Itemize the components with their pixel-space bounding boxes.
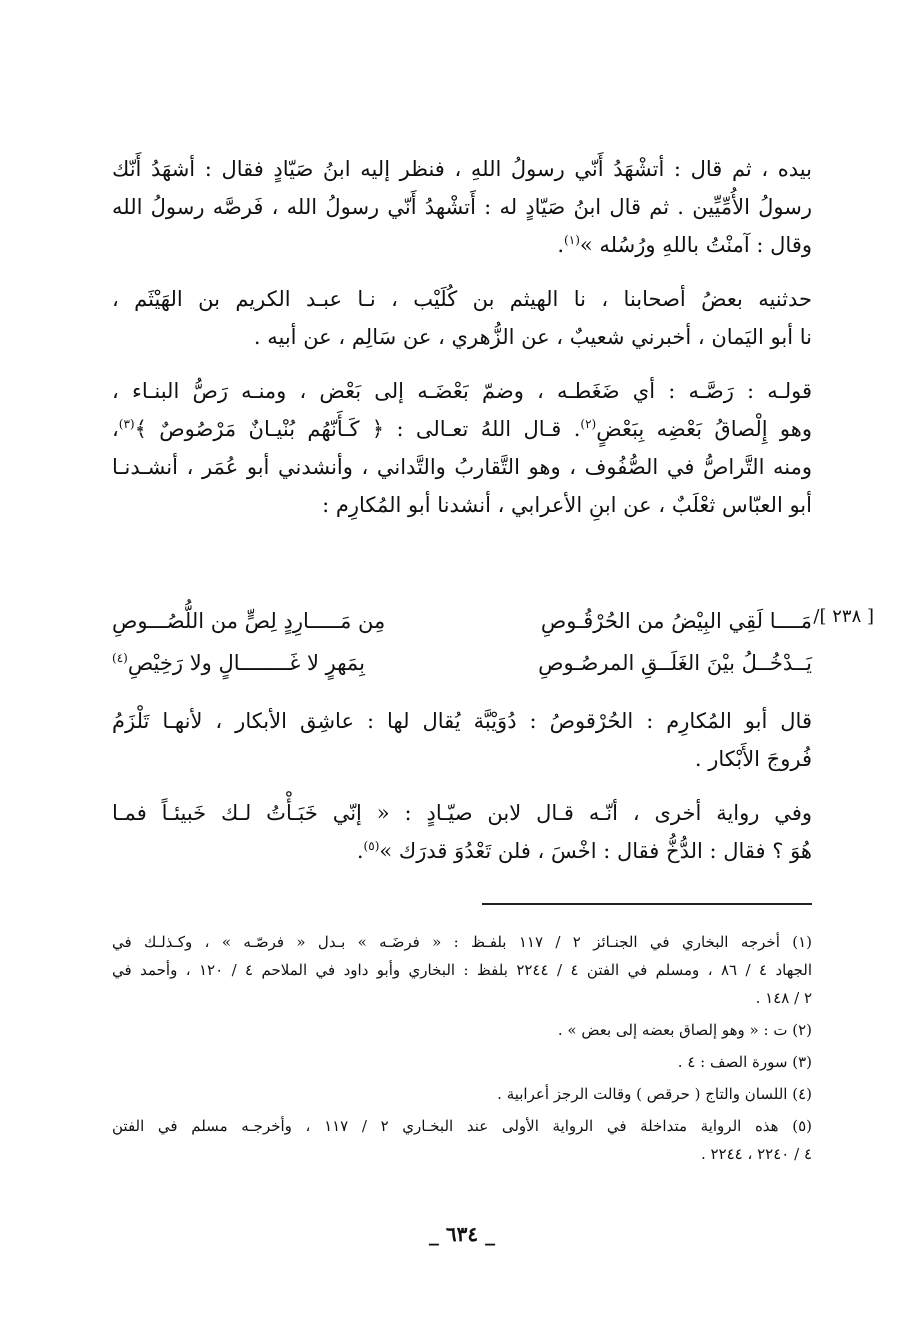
text-line: قال أبو المُكارِم : الحُرْقوصُ : دُوَيْبَّة يُقال لها : عاشِق الأبكار ، لأنهـا تَلْزَمُ <box>112 709 812 733</box>
paragraph-4 <box>112 702 812 778</box>
text-line: الجهاد ٤ / ٨٦ ، ومسلم في الفتن ٤ / ٢٢٤٤ بلفظ : البخاري وأبو داود في الملاحم ٤ / ١٢٠ ، وأحمد في <box>112 961 813 979</box>
text-line: (٢) ت : « وهو إلصاق بعضه إلى بعض » . <box>557 1021 812 1039</box>
verse-hemistich: مِن مَـــــارِدٍ لِصٍّ من اللُّصُـــوصِ <box>112 609 386 633</box>
footnote-ref: (٣) <box>118 417 135 431</box>
verse-hemistich: يَــدْخُــلُ بيْنَ الغَلَــقِ المرصُـوصِ <box>538 651 812 675</box>
footnote-3 <box>112 1048 812 1076</box>
verse-hemistich: مَــــا لَقِي البِيْضُ من الحُرْقُـوصِ <box>540 609 812 633</box>
paragraph-5 <box>112 794 812 870</box>
text-line: أبو العبّاس ثعْلَبٌ ، عن ابنِ الأعرابي ، أنشدنا أبو المُكارِم : <box>322 493 812 517</box>
verse-row <box>112 642 812 684</box>
text-line: رسولُ الأُمِّيِّين . ثم قال ابنُ صَيّادٍ له : أَتشْهدُ أَنّي رسولُ الله ، فَرصَّه رسولُ الله <box>112 195 812 219</box>
text-line: (٤) اللسان والتاج ( حرقص ) وقالت الرجز أعرابية . <box>497 1085 812 1103</box>
footnote-4 <box>112 1080 812 1108</box>
footnotes <box>112 928 812 1172</box>
verse-row <box>112 600 812 642</box>
text-fragment: بِمَهرٍ لا غَــــــــالٍ ولا رَخِيْصِ <box>127 651 365 675</box>
footnote-ref: (٥) <box>363 839 380 853</box>
text-line: هُوَ ؟ فقال : الدُّخُّ فقال : اخْسَ ، فلن تَعْدُوَ قدرَك »$^{(٥)}$. <box>356 839 812 863</box>
manuscript-folio-marker: [ ٢٣٨ ]/ <box>813 606 874 627</box>
poem-verses <box>112 600 812 684</box>
footnote-separator <box>482 903 812 905</box>
text-line: فُروجَ الأَبْكار . <box>694 747 812 771</box>
text-fragment: ، <box>112 417 119 441</box>
text-fragment: وقال : آمنْتُ باللهِ ورُسُله » <box>579 233 812 257</box>
text-line: قولـه : رَصَّـه : أي ضَغَطـه ، وضمّ بَعْضَـه إلى بَعْض ، ومنـه رَصُّ البنـاء ، <box>112 379 812 403</box>
text-line: (١) أخرجه البخاري في الجنـائز ٢ / ١١٧ بلفـظ : « فرضَـه » بـدل « فرصّـه » ، وكـذلـك في <box>112 933 812 951</box>
text-fragment: وهو إِلْصاقُ بَعْضِه بِبَعْضٍ <box>596 417 812 441</box>
text-fragment: . قـال اللهُ تعـالى : ﴿ كَـأَنّهُم بُنْيـانٌ مَرْصُوصٌ ﴾ <box>134 417 581 441</box>
paragraph-2 <box>112 280 812 356</box>
text-line: نا أبو اليَمان ، أخبرني شعيبٌ ، عن الزُّهري ، عن سَالِم ، عن أبيه . <box>253 325 812 349</box>
paragraph-3 <box>112 372 812 524</box>
text-line: بيده ، ثم قال : أتشْهَدُ أَنّي رسولُ اللهِ ، فنظر إليه ابنُ صَيّادٍ فقال : أشهَدُ أَنّك <box>112 157 812 181</box>
footnote-2 <box>112 1016 812 1044</box>
text-line: ٢ / ١٤٨ . <box>755 989 812 1007</box>
text-line: وفي رواية أخرى ، أنّـه قـال لابن صيّـادٍ : « إنّي خَبَـأْتُ لـك خَبيئـاً فمـا <box>112 801 812 825</box>
paragraph-1 <box>112 150 812 264</box>
text-line: حدثنيه بعضُ أصحابنا ، نا الهيثم بن كُلَيْب ، نـا عبـد الكريم بن الهَيْثَم ، <box>112 287 812 311</box>
text-line: (٥) هذه الرواية متداخلة في الرواية الأولى عند البخـاري ٢ / ١١٧ ، وأخرجـه مسلم في الفتن <box>112 1117 813 1135</box>
text-line: وقال : آمنْتُ باللهِ ورُسُله »$^{(١)}$. <box>557 233 812 257</box>
main-text-continued <box>112 702 812 886</box>
footnote-1 <box>112 928 812 1012</box>
page-number: _ ٦٣٤ _ <box>428 1222 496 1246</box>
text-line: (٣) سورة الصف : ٤ . <box>677 1053 812 1071</box>
footnote-ref: (٤) <box>112 651 128 665</box>
text-line: ٤ / ٢٢٤٠ ، ٢٢٤٤ . <box>700 1145 812 1163</box>
footnote-ref: (١) <box>564 233 580 247</box>
text-line: ومنه التَّراصُّ في الصُّفُوف ، وهو التَّقاربُ والتَّداني ، وأنشدني أبو عُمَر ، أنشـدنـا <box>112 455 812 479</box>
verse-hemistich <box>112 651 365 675</box>
main-text <box>112 150 812 540</box>
footnote-ref: (٢) <box>580 417 597 431</box>
footnote-5 <box>112 1112 812 1168</box>
text-line <box>112 410 812 448</box>
text-fragment: هُوَ ؟ فقال : الدُّخُّ فقال : اخْسَ ، فلن تَعْدُوَ قدرَك » <box>379 839 812 863</box>
